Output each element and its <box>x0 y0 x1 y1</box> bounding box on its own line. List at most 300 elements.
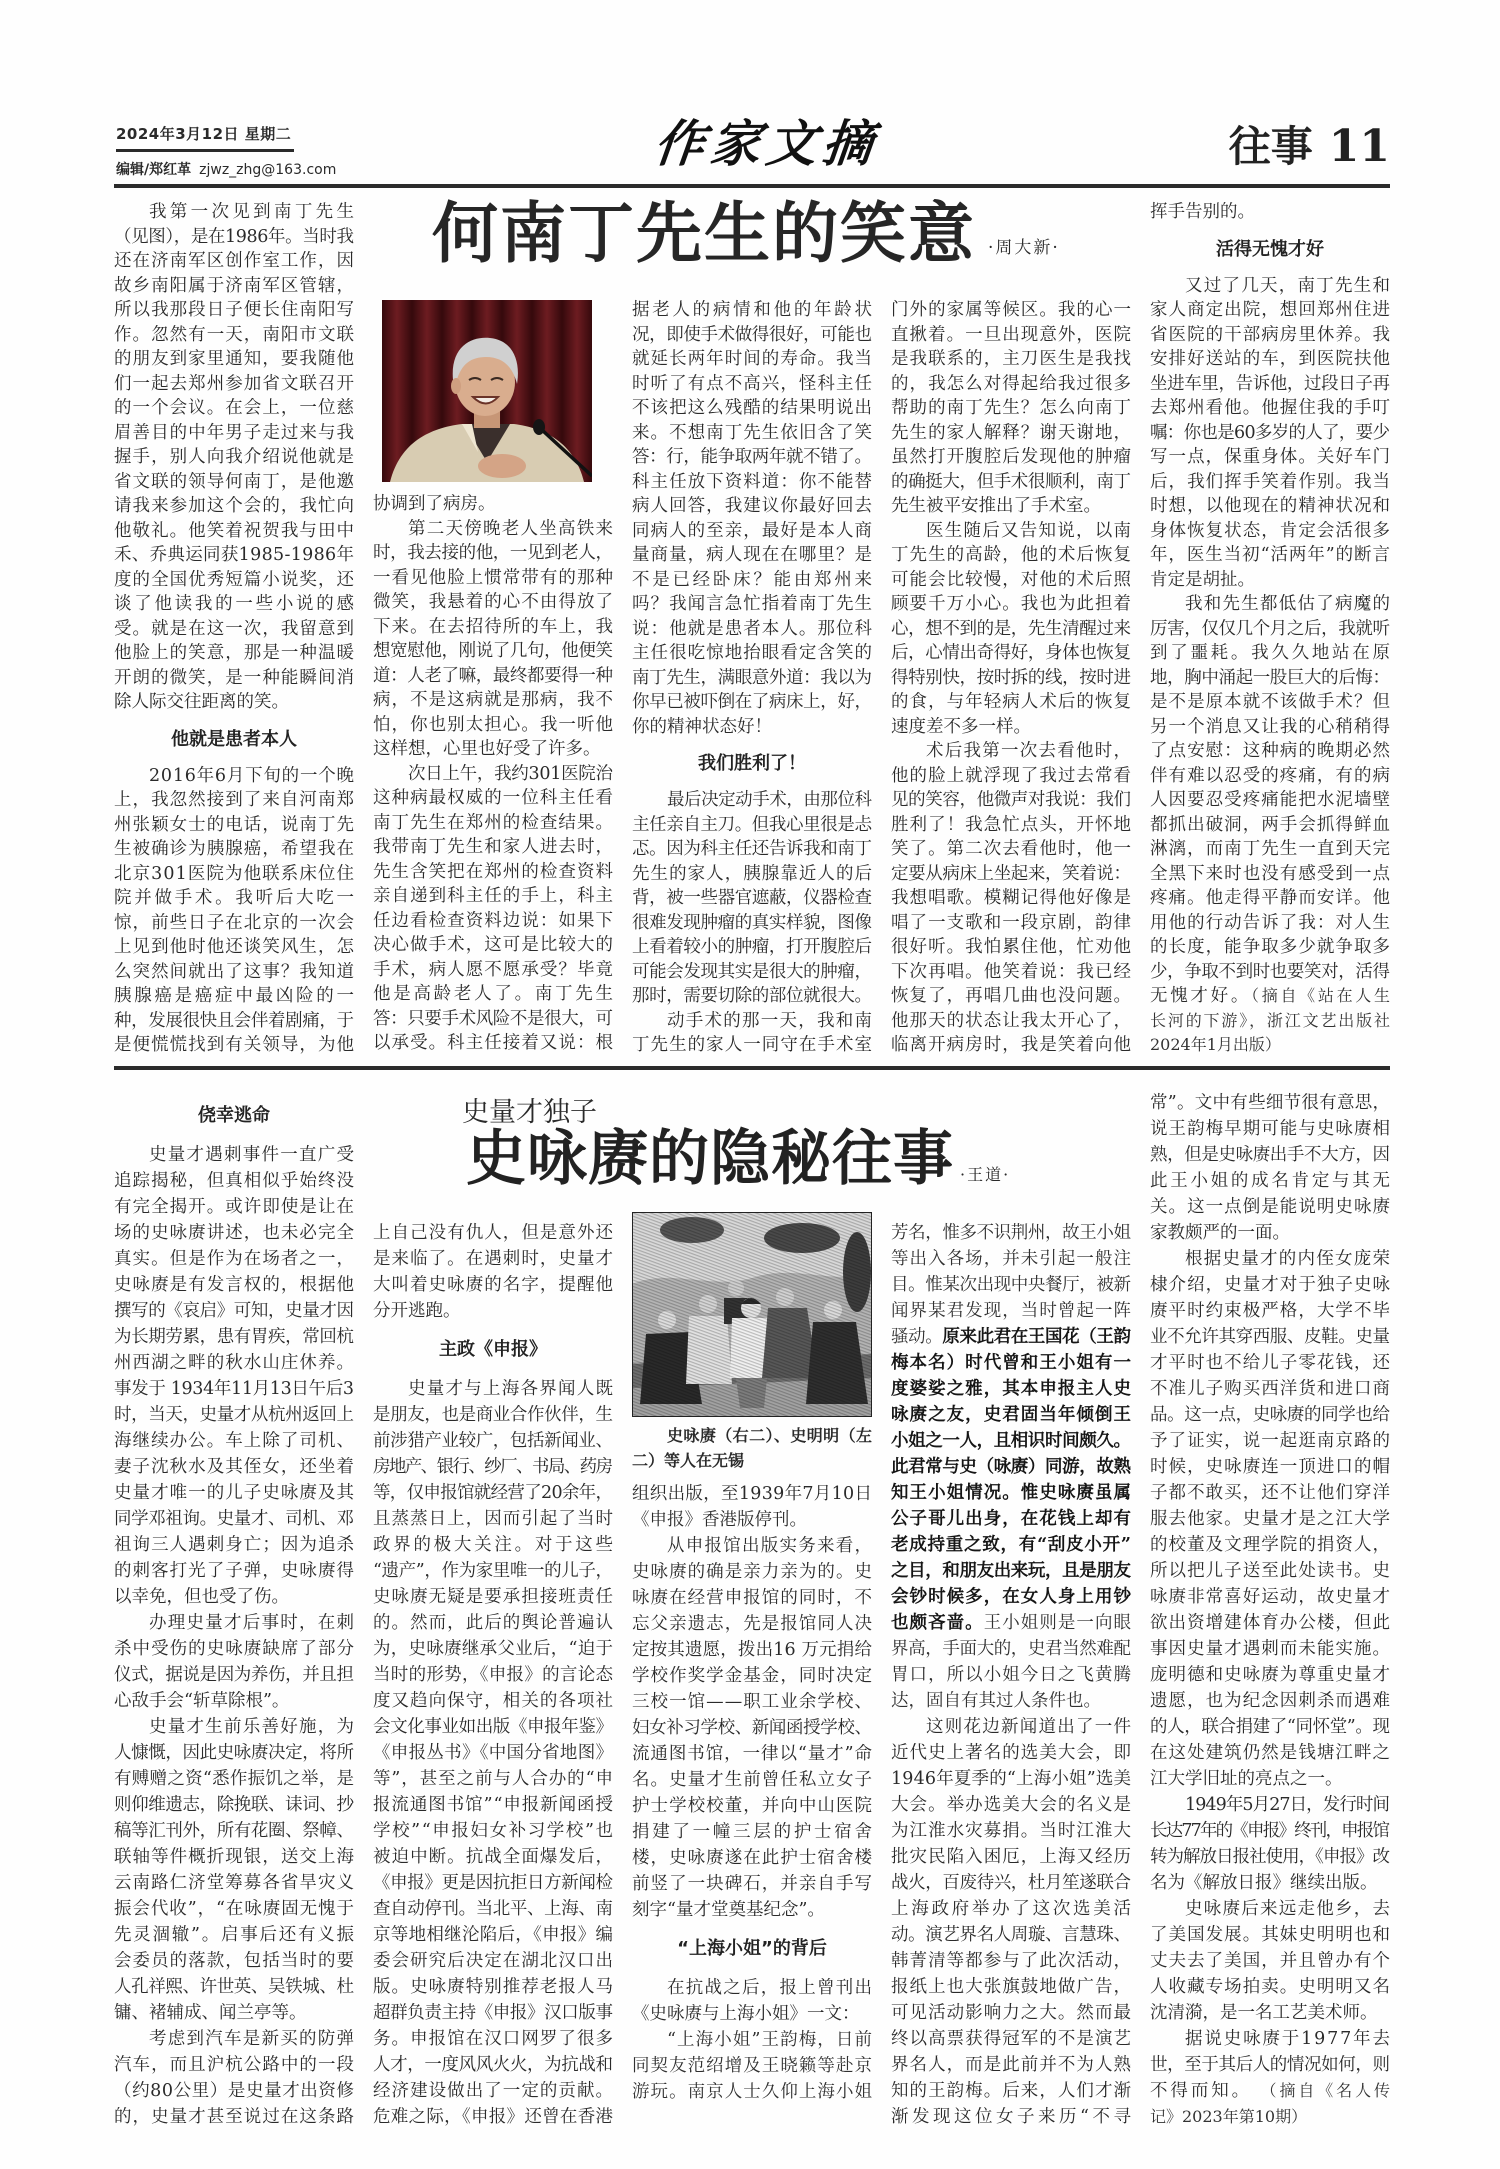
text-line: 1949年5月27日，发行时间 <box>1185 1795 1390 1815</box>
text-line: 到了噩耗。我久久地站在原 <box>1150 643 1393 663</box>
text-line: 不准儿子购买西洋货和进口商 <box>1150 1379 1392 1399</box>
paragraph <box>632 788 872 1009</box>
editor-credit <box>116 159 336 179</box>
text-line: 杀中受伤的史咏赓缺席了部分 <box>114 1639 356 1659</box>
text-line: 上自己没有仇人，但是意外还 <box>373 1223 615 1243</box>
text-line: 医生随后又告知说，以南 <box>926 520 1133 541</box>
text-line: 动手术的那一天，我和南 <box>667 1010 874 1031</box>
text-line: 那时，需要切除的部位就很大。 <box>632 986 872 1006</box>
article-kicker: 史量才独子 <box>462 1097 597 1128</box>
text-line: 等出入各场，并未引起一般注 <box>891 1249 1133 1269</box>
text-line: 才平时也不给儿子零花钱，还 <box>1150 1353 1392 1373</box>
text-line: 咏赓之友，史君固当年倾倒王 <box>891 1405 1133 1425</box>
text-line: 第二天傍晚老人坐高铁来 <box>408 518 615 539</box>
paragraph <box>373 517 613 762</box>
text-line: 下次再唱。他笑着说：我已经 <box>891 961 1133 982</box>
text-line: 开朗的微笑，是一种能瞬间消 <box>114 667 356 688</box>
text-line: 《申报》更是因抗拒日方新闻检 <box>373 1873 613 1893</box>
text-line: 安排好送站的车，到医院扶他 <box>1150 349 1392 369</box>
text-line: 这样想，心里也好受了许多。 <box>373 739 601 759</box>
paragraph <box>1150 2026 1393 2130</box>
paragraph <box>891 739 1131 1058</box>
editor-email: zjwz_zhg@163.com <box>199 162 337 178</box>
text-line: 动。演艺界名人周璇、言慧珠、 <box>891 1925 1131 1945</box>
text-line: 省文联的领导何南丁，是他邀 <box>114 471 356 492</box>
text-line: 会委员的落款，包括当时的要 <box>114 1951 356 1971</box>
text-line: 的。然而，此后的舆论普遍认 <box>373 1613 615 1633</box>
paragraph <box>114 200 358 715</box>
masthead-logo: 作家文摘 <box>651 114 882 173</box>
text-line: 后，心情出奇得好，身体也恢复 <box>891 643 1131 663</box>
text-line: 直揪着。一旦出现意外，医院 <box>891 324 1133 345</box>
text-line: 赓平时约束极严格，大学不毕 <box>1150 1301 1392 1321</box>
text-line: 有完全揭开。或许即使是让在 <box>114 1197 356 1217</box>
text-line: 达，固自有其过人条件也。 <box>891 1691 1101 1711</box>
text-line: 史咏赓的确是亲力亲为的。史 <box>632 1562 874 1582</box>
text-line: 得特别快，按时拆的线，按时进 <box>891 667 1131 688</box>
text-line: 以幸免，但也受了伤。 <box>114 1587 289 1607</box>
text-line: 的一个会议。在会上，一位慈 <box>114 398 356 418</box>
text-line: 说：他就是患者本人。那位科 <box>632 618 874 639</box>
text-line: 报纸上也大张旗鼓地做广告， <box>891 1977 1133 1997</box>
text-line: 上，我忽然接到了来自河南郑 <box>114 790 356 810</box>
text-line: 上海政府举办了这次选美活 <box>891 1899 1134 1919</box>
text-line: 政界的极大关注。对于这些 <box>373 1535 616 1555</box>
text-line: 我带南丁先生和家人进去时， <box>373 837 615 857</box>
caption-line: 史咏赓（右二）、史明明（左 <box>667 1426 873 1445</box>
text-line: 界名人，而是此前并不为人熟 <box>891 2055 1133 2075</box>
text-line: 受。就是在这一次，我留意到 <box>114 618 356 639</box>
text-line: 一看见他脸上惯常带有的那种 <box>373 567 615 588</box>
text-line: 云南路仁济堂筹募各省旱灾义 <box>114 1873 356 1893</box>
article-byline: ·周大新· <box>988 238 1060 258</box>
caption-line: 二）等人在无锡 <box>632 1451 745 1470</box>
text-line: 这种病最权威的一位科主任看 <box>373 788 615 808</box>
text-line: 会文化事业如出版《申报年鉴》 <box>373 1717 613 1737</box>
text-line: 协调到了病房。 <box>373 494 496 514</box>
text-line: 是我联系的，主刀医生是我找 <box>891 349 1133 369</box>
article-column <box>1150 1090 1393 2130</box>
text-line: 这则花边新闻道出了一件 <box>926 1717 1133 1737</box>
text-line: 丈夫去了美国，并且曾办有个 <box>1150 1951 1392 1971</box>
text-line: 心，想不到的是，先生清醒过来 <box>891 618 1131 639</box>
text-line: 汽车，而且沪杭公路中的一段 <box>114 2055 356 2075</box>
text-line: 胃口，所以小姐今日之飞黄腾 <box>891 1665 1133 1685</box>
text-line: 除人际交往距离的笑。 <box>114 692 289 712</box>
text-line: 渐发现这位女子来历“不寻 <box>891 2107 1135 2127</box>
text-line: 大会。举办选美大会的名义是 <box>891 1795 1133 1815</box>
text-line: “遗产”，作为家里唯一的儿子， <box>373 1561 613 1581</box>
text-line: 记》2023年第10期） <box>1150 2107 1308 2126</box>
text-line: 院并做手术。我听后大吃一 <box>114 888 357 908</box>
text-line: 撰写的《哀启》可知，史量才因 <box>114 1301 354 1321</box>
text-line: 大叫着史咏赓的名字，提醒他 <box>373 1275 615 1295</box>
text-line: 去郑州看他。他握住我的手叮 <box>1150 398 1392 418</box>
text-line: 史咏赓后来远走他乡，去 <box>1185 1899 1392 1919</box>
text-line: 之目，和朋友出来玩，且是朋友 <box>891 1561 1131 1581</box>
text-line: 也颇吝啬。王小姐则是一向眼 <box>891 1613 1133 1633</box>
text-line: 地，胸中涌起一股巨大的后悔： <box>1150 667 1390 688</box>
text-line: 是来临了。在遇刺时，史量才 <box>373 1249 615 1269</box>
text-line: 此王小姐的成名肯定与其无 <box>1150 1171 1393 1191</box>
text-line: 名为《解放日报》继续出版。 <box>1150 1873 1378 1893</box>
article-column <box>373 1220 616 2130</box>
text-line: 当时的形势，《申报》的言论态 <box>373 1665 614 1685</box>
paragraph <box>114 1142 354 1610</box>
article-column <box>632 298 875 1058</box>
text-line: 丁先生的家人一同守在手术室 <box>632 1035 874 1055</box>
article-column <box>632 1212 875 2105</box>
paragraph <box>114 764 357 1058</box>
text-line: 仪式，据说是因为养伤，并且担 <box>114 1665 354 1685</box>
text-line: 查自动停刊。当北平、上海、南 <box>373 1899 613 1919</box>
text-line: 时，当天，史量才从杭州返回上 <box>114 1405 354 1425</box>
text-line: 你早已被吓倒在了病床上，好， <box>632 692 872 712</box>
text-line: 无愧才好。（摘自《站在人生 <box>1150 986 1393 1006</box>
header-divider <box>114 184 1390 188</box>
text-line: 写一点，保重身体。关好车门 <box>1150 447 1392 467</box>
text-line: 很好听。我怕累住他，忙劝他 <box>891 937 1133 957</box>
text-line: 此君常与史（咏赓）同游，故熟 <box>891 1457 1131 1477</box>
text-line: 追踪揭秘，但真相似乎始终没 <box>114 1171 356 1191</box>
text-line: 你的精神状态好！ <box>632 716 772 737</box>
text-line: 后，我们挥手笑着作别。我当 <box>1150 471 1392 492</box>
paragraph <box>114 1714 354 2026</box>
text-line: 年，医生当初“活两年”的断言 <box>1150 545 1391 565</box>
text-line: 服去他家。史量才是之江大学 <box>1150 1509 1392 1529</box>
text-line: 度又趋向保守，相关的各项社 <box>373 1691 615 1711</box>
text-line: 委会研究后决定在湖北汉口出 <box>373 1951 615 1971</box>
text-line: 近代史上著名的选美大会，即 <box>891 1743 1133 1763</box>
text-line: 品。这一点，史咏赓的同学也给 <box>1150 1405 1390 1425</box>
text-line: 目。惟某次出现中央餐厅，被新 <box>891 1275 1131 1295</box>
text-line: 妻子沈秋水及其侄女，还坐着 <box>114 1457 356 1477</box>
text-line: 场的史咏赓讲述，也未必完全 <box>114 1223 356 1243</box>
text-line: 为长期劳累，患有胃疾，常回杭 <box>114 1327 354 1347</box>
text-line: 人孔祥熙、许世英、吴铁城、杜 <box>114 1977 354 1997</box>
paragraph <box>632 298 875 739</box>
text-line: 在抗战之后，报上曾刊出 <box>667 1978 874 1998</box>
text-line: 另一个消息又让我的心稍稍得 <box>1150 716 1392 737</box>
text-line: （见图），是在1986年。当时我 <box>114 226 354 247</box>
text-line: 等”，甚至之前与人合办的“申 <box>373 1769 614 1789</box>
text-line: 小姐之一人，且相识时间颇久。 <box>891 1431 1131 1451</box>
text-line: 联轴等件概折现银，送交上海 <box>114 1847 356 1867</box>
text-line: 的校董及文理学院的捐资人， <box>1150 1535 1392 1555</box>
text-line: 他的脸上就浮现了我过去常看 <box>891 765 1133 786</box>
text-line: 《申报丛书》《中国分省地图》 <box>373 1743 614 1763</box>
text-line: 可见活动影响力之大。然而最 <box>891 2003 1133 2023</box>
text-line: 忑。因为科主任还告诉我和南丁 <box>632 839 872 859</box>
text-line: 组织出版，至1939年7月10日 <box>632 1484 873 1504</box>
text-line: 振会代收”，“在咏赓固无愧于 <box>114 1899 355 1919</box>
text-line: 先生被平安推出了手术室。 <box>891 496 1101 516</box>
text-line: 韩菁清等都参与了此次活动， <box>891 1951 1133 1971</box>
text-line: 的长度，能争取多少就争取多 <box>1150 937 1392 957</box>
text-line: 很难发现肿瘤的真实样貌，图像 <box>632 912 872 933</box>
text-line: 他是高龄老人了。南丁先生 <box>373 984 616 1004</box>
subheading: 我们胜利了！ <box>698 753 806 774</box>
text-line: 等，仅申报馆就经营了20余年， <box>373 1483 613 1503</box>
text-line: 的食，与年轻病人术后的恢复 <box>891 692 1133 712</box>
text-line: 史量才唯一的儿子史咏赓及其 <box>114 1483 356 1503</box>
text-line: 度的全国优秀短篇小说奖，还 <box>114 569 356 590</box>
text-line: 据老人的病情和他的年龄状 <box>632 300 875 320</box>
text-line: 人才，一度风风火火，为抗战和 <box>373 2055 613 2075</box>
text-line: 长达77年的《申报》终刊，申报馆 <box>1150 1821 1389 1841</box>
text-line: 超群负责主持《申报》汉口版事 <box>373 2003 613 2023</box>
subheading: 他就是患者本人 <box>171 728 297 750</box>
text-line: 挥手告别的。 <box>1150 202 1255 222</box>
text-line: 咏赓非常喜好运动，故史量才 <box>1150 1587 1392 1607</box>
quoted-passage <box>891 1220 1131 1714</box>
text-line: 胰腺癌是癌症中最凶险的一 <box>114 986 357 1006</box>
text-line: 主任很吃惊地抬眼看定含笑的 <box>632 643 874 663</box>
text-line: 的，史量才甚至说过在这条路 <box>114 2107 356 2127</box>
subheading: “上海小姐”的背后 <box>677 1938 827 1959</box>
text-line: 务。申报馆在汉口网罗了很多 <box>373 2029 615 2049</box>
text-line: 长河的下游》，浙江文艺出版社 <box>1150 1010 1392 1030</box>
text-line: 我想唱歌。模糊记得他好像是 <box>891 888 1133 908</box>
photo-caption <box>632 1423 872 1473</box>
text-line: 顾要千万小心。我也为此担着 <box>891 594 1133 614</box>
text-line: 学校”“申报妇女补习学校”也 <box>373 1821 615 1841</box>
text-line: 海继续办公。车上除了司机、 <box>114 1431 356 1451</box>
text-line: 生被确诊为胰腺癌，希望我在 <box>114 839 356 859</box>
text-line: 况，即使手术做得很好，可能也 <box>632 324 872 345</box>
text-line: 们一起去郑州参加省文联召开 <box>114 373 356 394</box>
text-line: 作。忽然有一天，南阳市文联 <box>114 324 356 345</box>
text-line: 了美国发展。其妹史明明也和 <box>1150 1925 1392 1945</box>
text-line: 吗？我闻言急忙指着南丁先生 <box>632 594 874 614</box>
text-line: 临离开病房时，我是笑着向他 <box>891 1035 1133 1055</box>
text-line: 忘父亲遗志，先是报馆同人决 <box>632 1614 874 1634</box>
text-line: 咏赓在经营申报馆的同时，不 <box>632 1588 874 1608</box>
text-line: 主任亲自主刀。但我心里很是忐 <box>632 814 872 835</box>
paragraph <box>632 1009 872 1058</box>
text-line: 被迫中断。抗战全面爆发后， <box>373 1847 615 1867</box>
group-photo <box>632 1212 872 1417</box>
text-line: 真实。但是作为在场者之一， <box>114 1249 356 1269</box>
text-line: 微笑，我悬着的心不由得放了 <box>373 592 615 612</box>
paragraph <box>373 492 613 517</box>
text-line: 了点安慰：这种病的晚期必然 <box>1150 741 1392 761</box>
article-title: 何南丁先生的笑意 <box>432 195 976 272</box>
portrait-photo <box>382 300 592 482</box>
article-column <box>114 1090 354 2130</box>
text-line: 嘱：你也是60多岁的人了，要少 <box>1150 422 1390 443</box>
text-line: 的，我怎么对得起给我过很多 <box>891 373 1133 394</box>
text-line: 谈了他读我的一些小说的感 <box>114 594 357 614</box>
text-line: 上看着较小的肿瘤，打开腹腔后 <box>632 937 872 957</box>
text-line: 疼痛。他走得平静而安详。他 <box>1150 888 1392 908</box>
text-line: 是不是原本就不该做手术？但 <box>1150 692 1392 712</box>
text-line: 常”。文中有些细节很有意思， <box>1150 1093 1391 1113</box>
text-line: 就延长两年时间的寿命。我当 <box>632 349 874 369</box>
text-line: 下来。在去招待所的车上，我 <box>373 616 615 637</box>
text-line: 南丁先生在郑州的检查结果。 <box>373 812 615 833</box>
text-line: 先生含笑把在郑州的检查资料 <box>373 861 615 882</box>
paragraph <box>373 1376 616 2130</box>
text-line: 笑了。第二次去看他时，他一 <box>891 839 1133 859</box>
text-line: 版。史咏赓特别推荐老报人马 <box>373 1977 615 1997</box>
paragraph <box>373 762 616 1056</box>
text-line: 报流通图书馆”“申报新闻函授 <box>373 1795 614 1815</box>
article-column <box>1150 200 1393 1058</box>
article-column <box>891 1220 1135 2130</box>
text-line: 沈清漪，是一名工艺美术师。 <box>1150 2003 1378 2023</box>
paragraph <box>891 1714 1135 2130</box>
text-line: 请我来参加这个会的，我忙向 <box>114 496 356 516</box>
text-line: 想宽慰他，刚说了几句，他便笑 <box>373 641 613 661</box>
text-line: 会钞时候多，在女人身上用钞 <box>891 1587 1133 1607</box>
text-line: 据说史咏赓于1977年去 <box>1185 2029 1392 2049</box>
text-line: 知的王韵梅。后来，人们才渐 <box>891 2081 1133 2101</box>
quoted-passage <box>632 2027 872 2105</box>
text-line: 的人，联合捐建了“同怀堂”。现 <box>1150 1717 1390 1737</box>
text-line: 我和先生都低估了病魔的 <box>1185 594 1392 614</box>
text-line: 为，史咏赓继承父业后，“迫于 <box>373 1639 614 1659</box>
text-line: 上见到他时他还谈笑风生，怎 <box>114 937 356 957</box>
text-line: 么突然间就出了这事？我知道 <box>114 961 356 982</box>
text-line: 事因史量才遇刺而未能实施。 <box>1150 1639 1392 1659</box>
text-line: 人慷慨，因此史咏赓决定，将所 <box>114 1743 354 1763</box>
text-line: 时候，史咏赓连一顶进口的帽 <box>1150 1457 1392 1477</box>
text-line: 胜利了！我急忙点头，开怀地 <box>891 814 1133 835</box>
text-line: 熟，但是史咏赓出手不大方，因 <box>1150 1145 1390 1165</box>
text-line: 京等地相继沦陷后，《申报》编 <box>373 1925 614 1945</box>
paragraph <box>373 1220 613 1324</box>
text-line: 答：行，能争取两年就不错了。 <box>632 447 872 467</box>
issue-date: 2024年3月12日 星期二 <box>116 125 292 143</box>
text-line: 都抓出破洞，两手会抓得鲜血 <box>1150 814 1392 835</box>
text-line: 有赙赠之资“悉作振饥之举，是 <box>114 1769 355 1789</box>
paragraph <box>632 1975 872 2027</box>
text-line: 从申报馆出版实务来看， <box>667 1536 874 1556</box>
text-line: 来。不想南丁先生依旧含了笑 <box>632 422 874 443</box>
text-line: 人因要忍受疼痛能把水泥墙壁 <box>1150 790 1392 810</box>
text-line: 欲出资增建体育办公楼，但此 <box>1150 1613 1392 1633</box>
text-line: 不得而知。 （摘自《名人传 <box>1150 2081 1393 2101</box>
text-line: 经济建设做出了一定的贡献。 <box>373 2081 615 2101</box>
text-line: 可能会比较慢，对他的术后照 <box>891 569 1133 590</box>
subheading: 侥幸逃命 <box>198 1105 270 1126</box>
text-line: 史咏赓是有发言权的，根据他 <box>114 1275 356 1295</box>
text-line: 业不允许其穿西服、皮鞋。史量 <box>1150 1327 1390 1347</box>
paragraph <box>114 1610 354 1714</box>
text-line: 答：只要手术风险不是很大，可 <box>373 1008 613 1029</box>
text-line: 恢复了，再唱几曲也没问题。 <box>891 986 1133 1006</box>
article-byline: ·王道· <box>960 1165 1011 1184</box>
article-column <box>114 200 358 1058</box>
paragraph <box>891 519 1131 740</box>
text-line: “上海小姐”王韵梅，日前 <box>667 2030 874 2050</box>
text-line: 科主任放下资料道：你不能替 <box>632 471 874 492</box>
paragraph <box>1150 274 1390 593</box>
text-line: 州张颖女士的电话，说南丁先 <box>114 814 356 835</box>
article-column <box>373 300 616 1056</box>
text-line: 史量才遇刺事件一直广受 <box>149 1145 356 1165</box>
text-line: 楼，史咏赓遂在此护士宿舍楼 <box>632 1848 874 1868</box>
text-line: 他那天的状态让我太开心了， <box>891 1010 1133 1031</box>
text-line: 定要从病床上坐起来，笑着说： <box>891 863 1131 884</box>
text-line: 界高，手面大的，史君当然难配 <box>891 1639 1131 1659</box>
text-line: 我第一次见到南丁先生 <box>149 202 358 222</box>
text-line: 骚动。原来此君在王国花（王韵 <box>891 1327 1131 1347</box>
text-line: 的朋友到家里通知，要我随他 <box>114 349 356 369</box>
text-line: 见的笑容，他微声对我说：我们 <box>891 790 1131 810</box>
page-number: 11 <box>1328 121 1390 172</box>
text-line: 淋漓，而南丁先生一直到天完 <box>1150 839 1392 859</box>
paragraph <box>1150 1090 1393 1246</box>
text-line: 的刺客打光了子弹，史咏赓得 <box>114 1561 356 1581</box>
text-line: 稿等汇刊外，所有花圈、祭幛、 <box>114 1821 354 1841</box>
text-line: 在这处建筑仍然是钱塘江畔之 <box>1150 1743 1392 1763</box>
text-line: 道：人老了嘛，最终都要得一种 <box>373 665 613 686</box>
text-line: 家人商定出院，想回郑州住进 <box>1150 300 1392 320</box>
text-line: 量商量，病人现在在哪里？是 <box>632 545 874 565</box>
text-line: 术后我第一次去看他时， <box>926 741 1133 761</box>
text-line: 还在济南军区创作室工作，因 <box>114 251 356 271</box>
text-line: 北京301医院为他联系床位住 <box>114 863 356 884</box>
subheading: 活得无愧才好 <box>1216 238 1324 260</box>
paragraph <box>632 1533 875 1923</box>
text-line: 捐建了一幢三层的护士宿舍 <box>632 1822 875 1842</box>
text-line: 刻字“量才堂奠基纪念”。 <box>632 1900 825 1920</box>
paragraph <box>632 1481 872 1533</box>
text-line: 遗愿，也为纪念因刺杀而遇难 <box>1150 1691 1392 1711</box>
text-line: 背，被一些器官遮蔽，仪器检查 <box>632 888 872 908</box>
text-line: 史咏赓无疑是要承担接班责任 <box>373 1587 615 1607</box>
text-line: 病，不是这病就是那病，我不 <box>373 690 615 710</box>
text-line: 梅本名）时代曾和王小姐有一 <box>891 1353 1133 1373</box>
text-line: 次日上午，我约301医院治 <box>408 763 613 784</box>
text-line: 坐进车里，告诉他，过段日子再 <box>1150 373 1390 394</box>
text-line: 伴有难以忍受的疼痛，有的病 <box>1150 765 1392 786</box>
text-line: 妇女补习学校、新闻函授学校、 <box>632 1718 872 1738</box>
text-line: 定按其遗愿，拨出16 万元捐给 <box>632 1640 873 1660</box>
text-line: 身体恢复状态，肯定会活很多 <box>1150 520 1392 541</box>
text-line: 世，至于其后人的情况如何，则 <box>1150 2055 1390 2075</box>
text-line: 惊，前些日子在北京的一次会 <box>114 912 356 933</box>
text-line: 门外的家属等候区。我的心一 <box>891 300 1133 320</box>
text-line: 危难之际，《申报》还曾在香港 <box>373 2107 614 2127</box>
text-line: 子都不敢买，还不让他们穿洋 <box>1150 1483 1392 1503</box>
text-line: 《史咏赓与上海小姐》一文： <box>632 2004 860 2024</box>
text-line: 时，我去接的他，一见到老人， <box>373 543 613 563</box>
text-line: 考虑到汽车是新买的防弹 <box>149 2029 356 2049</box>
text-line: 所以把儿子送至此处读书。史 <box>1150 1561 1392 1581</box>
text-line: 2024年1月出版） <box>1150 1035 1281 1054</box>
text-line: 前涉猎产业较广，包括新闻业、 <box>373 1431 613 1451</box>
text-line: 以承受。科主任接着又说：根 <box>373 1033 615 1053</box>
text-line: 批灾民陷入困厄，上海又经历 <box>891 1847 1133 1867</box>
subheading: 主政《申报》 <box>439 1339 547 1360</box>
text-line: 度婆娑之雅，其本申报主人史 <box>891 1379 1133 1399</box>
text-line: 可能会发现其实是很大的肿瘤， <box>632 961 872 982</box>
text-line: 丁先生的高龄，他的术后恢复 <box>891 545 1133 565</box>
text-line: 芳名，惟多不识荆州，故王小姐 <box>891 1223 1131 1243</box>
text-line: 他脸上的笑意，那是一种温暖 <box>114 643 356 663</box>
text-line: 终以高票获得冠军的不是演艺 <box>891 2029 1133 2049</box>
text-line: 学校作奖学金基金，同时决定 <box>632 1666 874 1686</box>
text-line: 用他的行动告诉了我：对人生 <box>1150 912 1392 933</box>
text-line: 时听了有点不高兴，怪科主任 <box>632 373 874 394</box>
paragraph <box>1150 1246 1390 1792</box>
text-line: 房地产、银行、纱厂、书局、药房 <box>373 1457 612 1477</box>
article-column <box>891 298 1131 1058</box>
text-line: 帮助的南丁先生？怎么向南丁 <box>891 398 1133 418</box>
